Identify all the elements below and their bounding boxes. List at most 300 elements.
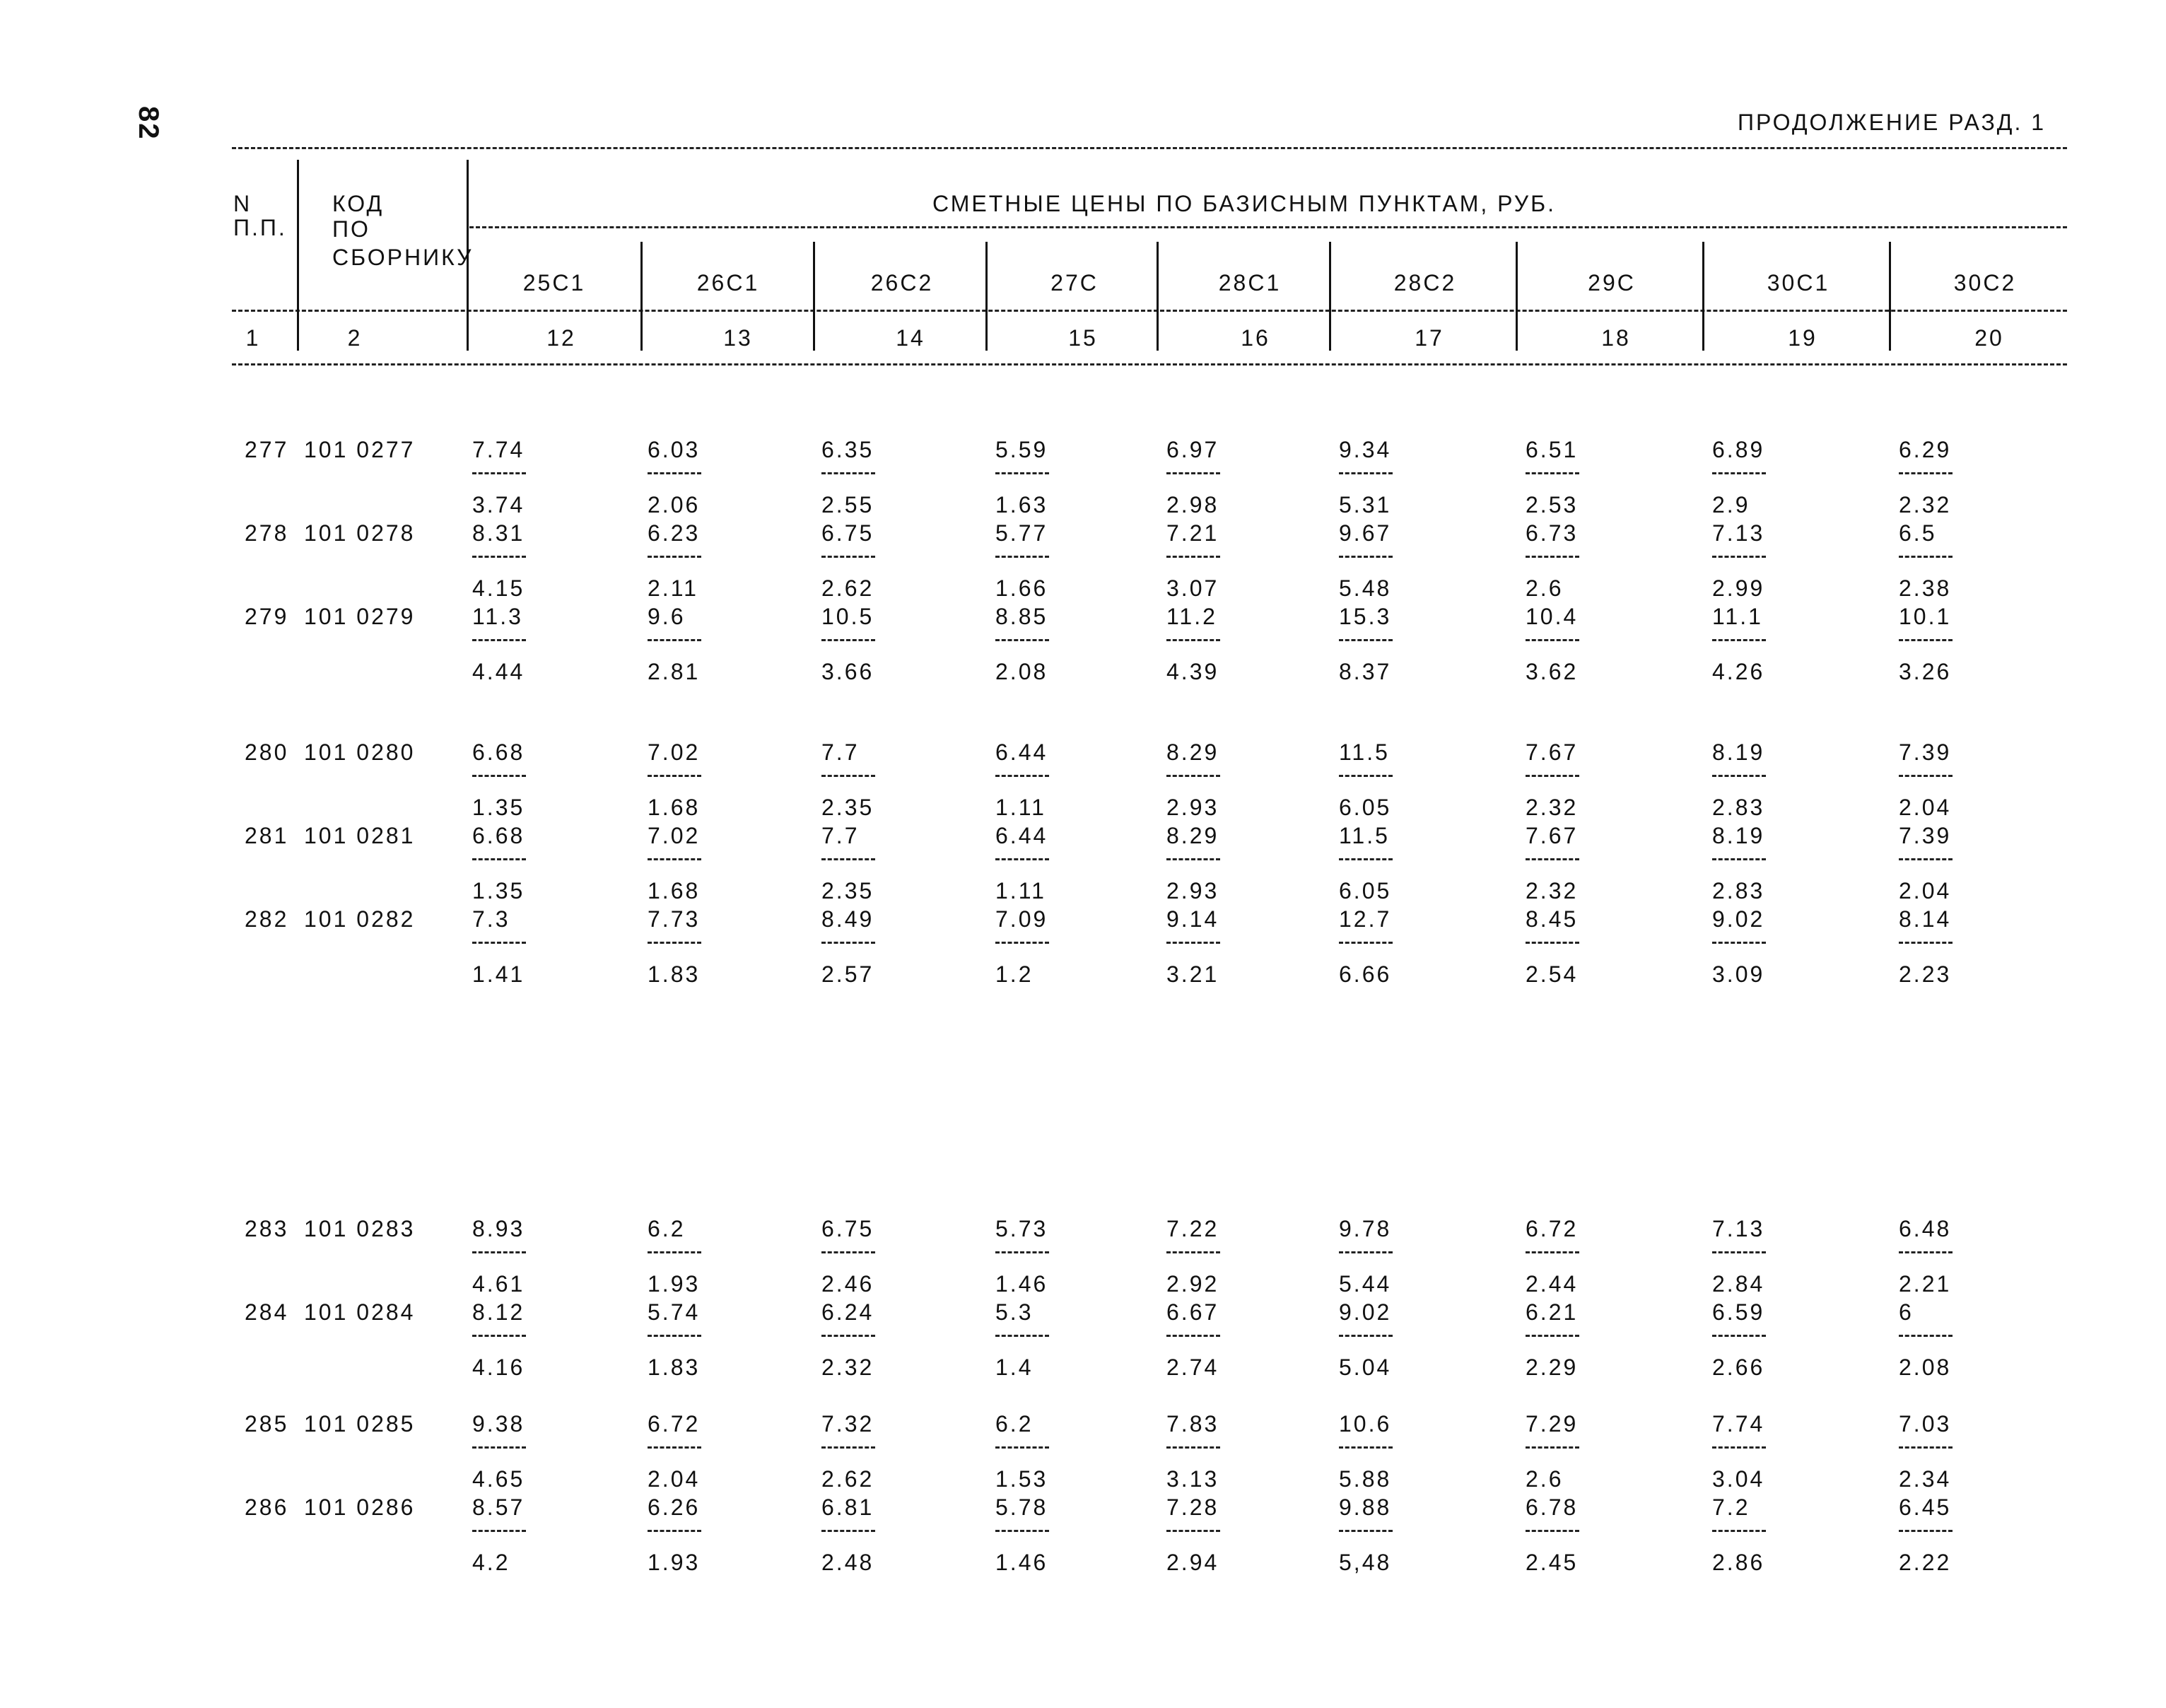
price-bottom-value: 2.34 xyxy=(1899,1466,1952,1492)
price-bottom-value: 4.15 xyxy=(472,575,525,601)
price-top-value: 6.72 xyxy=(1526,1216,1579,1241)
price-bottom-value: 4.16 xyxy=(472,1355,525,1380)
price-top-value: 6.2 xyxy=(995,1411,1034,1437)
group-title-rule xyxy=(469,226,2067,228)
price-top-value: 7.67 xyxy=(1526,739,1579,765)
row-number: 284 xyxy=(245,1299,289,1325)
fraction-dash xyxy=(472,858,526,860)
column-number-18: 18 xyxy=(1601,325,1631,351)
price-bottom-value: 2.44 xyxy=(1526,1271,1579,1297)
fraction-dash xyxy=(1712,1446,1766,1449)
fraction-dash xyxy=(1339,858,1393,860)
page-number: 82 xyxy=(133,106,164,141)
price-bottom-value: 1.11 xyxy=(995,878,1046,903)
fraction-dash xyxy=(1166,858,1220,860)
fraction-dash xyxy=(648,775,701,777)
row-code: 101 0283 xyxy=(304,1216,416,1241)
fraction-dash xyxy=(821,858,875,860)
price-bottom-value: 2.83 xyxy=(1712,795,1765,820)
fraction-dash xyxy=(995,556,1049,558)
price-top-value: 9.02 xyxy=(1712,906,1765,932)
price-top-value: 6.68 xyxy=(472,739,525,765)
price-top-value: 7.21 xyxy=(1166,520,1219,546)
price-top-value: 6.75 xyxy=(821,520,874,546)
price-bottom-value: 1.93 xyxy=(648,1271,701,1297)
fraction-dash xyxy=(1339,1335,1393,1337)
fraction-dash xyxy=(648,639,701,641)
price-top-value: 7.67 xyxy=(1526,823,1579,848)
fraction-dash xyxy=(995,858,1049,860)
fraction-dash xyxy=(1339,775,1393,777)
fraction-dash xyxy=(648,556,701,558)
fraction-dash xyxy=(472,556,526,558)
point-header-6: 29С xyxy=(1588,270,1636,296)
header-bottom-rule xyxy=(232,363,2067,365)
column-number-2: 2 xyxy=(347,325,363,351)
fraction-dash xyxy=(1526,1446,1579,1449)
fraction-dash xyxy=(1339,942,1393,944)
header-group-title: СМЕТНЫЕ ЦЕНЫ ПО БАЗИСНЫМ ПУНКТАМ, РУБ. xyxy=(932,191,1556,216)
price-top-value: 11.5 xyxy=(1339,823,1390,848)
price-bottom-value: 4.44 xyxy=(472,659,525,684)
price-bottom-value: 2.54 xyxy=(1526,961,1579,987)
fraction-dash xyxy=(472,1530,526,1532)
price-bottom-value: 2.55 xyxy=(821,492,874,517)
price-bottom-value: 1.35 xyxy=(472,795,525,820)
price-top-value: 5.78 xyxy=(995,1494,1048,1520)
separator-col-13 xyxy=(640,242,643,351)
row-number: 278 xyxy=(245,520,289,546)
price-top-value: 6.44 xyxy=(995,823,1048,848)
price-bottom-value: 3.07 xyxy=(1166,575,1219,601)
price-bottom-value: 2.32 xyxy=(1899,492,1952,517)
price-top-value: 12.7 xyxy=(1339,906,1392,932)
point-header-3: 27С xyxy=(1050,270,1099,296)
continuation-label: ПРОДОЛЖЕНИЕ РАЗД. 1 xyxy=(1738,110,2047,135)
price-top-value: 7.22 xyxy=(1166,1216,1219,1241)
price-top-value: 7.7 xyxy=(821,823,860,848)
fraction-dash xyxy=(1712,639,1766,641)
price-top-value: 8.45 xyxy=(1526,906,1579,932)
price-top-value: 8.19 xyxy=(1712,739,1765,765)
price-top-value: 7.29 xyxy=(1526,1411,1579,1437)
price-top-value: 8.93 xyxy=(472,1216,525,1241)
price-top-value: 10.5 xyxy=(821,604,874,629)
price-bottom-value: 2.53 xyxy=(1526,492,1579,517)
price-bottom-value: 2.74 xyxy=(1166,1355,1219,1380)
fraction-dash xyxy=(1712,556,1766,558)
price-bottom-value: 5.88 xyxy=(1339,1466,1392,1492)
fraction-dash xyxy=(1526,1530,1579,1532)
fraction-dash xyxy=(995,1335,1049,1337)
price-bottom-value: 2.86 xyxy=(1712,1550,1765,1575)
header-n: N xyxy=(233,191,252,216)
fraction-dash xyxy=(648,1251,701,1253)
fraction-dash xyxy=(821,1446,875,1449)
fraction-dash xyxy=(648,1530,701,1532)
fraction-dash xyxy=(472,1335,526,1337)
fraction-dash xyxy=(821,1530,875,1532)
price-bottom-value: 2.62 xyxy=(821,575,874,601)
price-bottom-value: 1.35 xyxy=(472,878,525,903)
price-top-value: 6.21 xyxy=(1526,1299,1579,1325)
column-number-1: 1 xyxy=(245,325,261,351)
column-number-20: 20 xyxy=(1974,325,2004,351)
price-bottom-value: 5,48 xyxy=(1339,1550,1392,1575)
price-bottom-value: 3.74 xyxy=(472,492,525,517)
price-bottom-value: 5.44 xyxy=(1339,1271,1392,1297)
fraction-dash xyxy=(472,775,526,777)
fraction-dash xyxy=(472,639,526,641)
price-bottom-value: 1.46 xyxy=(995,1550,1048,1575)
price-top-value: 7.3 xyxy=(472,906,510,932)
price-top-value: 7.39 xyxy=(1899,739,1952,765)
row-number: 282 xyxy=(245,906,289,932)
price-top-value: 9.67 xyxy=(1339,520,1392,546)
fraction-dash xyxy=(1166,1335,1220,1337)
price-bottom-value: 2.08 xyxy=(995,659,1048,684)
price-bottom-value: 1.41 xyxy=(472,961,525,987)
price-bottom-value: 1.93 xyxy=(648,1550,701,1575)
column-number-15: 15 xyxy=(1068,325,1098,351)
separator-n-code xyxy=(297,160,299,351)
fraction-dash xyxy=(472,1251,526,1253)
fraction-dash xyxy=(1526,639,1579,641)
fraction-dash xyxy=(1166,1446,1220,1449)
price-bottom-value: 1.66 xyxy=(995,575,1048,601)
price-bottom-value: 2.66 xyxy=(1712,1355,1765,1380)
price-bottom-value: 4.65 xyxy=(472,1466,525,1492)
separator-col-16 xyxy=(1157,242,1159,351)
separator-col-14 xyxy=(813,242,815,351)
fraction-dash xyxy=(1166,472,1220,474)
fraction-dash xyxy=(1899,639,1953,641)
price-top-value: 7.39 xyxy=(1899,823,1952,848)
price-bottom-value: 5.04 xyxy=(1339,1355,1392,1380)
price-bottom-value: 2.11 xyxy=(648,575,698,601)
fraction-dash xyxy=(1339,556,1393,558)
fraction-dash xyxy=(1166,556,1220,558)
price-top-value: 7.02 xyxy=(648,739,701,765)
fraction-dash xyxy=(1339,1446,1393,1449)
row-code: 101 0281 xyxy=(304,823,416,848)
price-top-value: 7.13 xyxy=(1712,520,1765,546)
price-top-value: 6.26 xyxy=(648,1494,701,1520)
fraction-dash xyxy=(1166,1530,1220,1532)
fraction-dash xyxy=(821,639,875,641)
price-top-value: 8.14 xyxy=(1899,906,1952,932)
separator-col-20 xyxy=(1889,242,1891,351)
fraction-dash xyxy=(821,942,875,944)
header-code-line1: КОД xyxy=(332,191,385,216)
price-top-value: 11.2 xyxy=(1166,604,1217,629)
point-header-8: 30С2 xyxy=(1953,270,2017,296)
price-bottom-value: 2.32 xyxy=(1526,795,1579,820)
fraction-dash xyxy=(821,556,875,558)
price-bottom-value: 2.06 xyxy=(648,492,701,517)
price-top-value: 6.5 xyxy=(1899,520,1937,546)
price-bottom-value: 2.32 xyxy=(821,1355,874,1380)
fraction-dash xyxy=(472,472,526,474)
fraction-dash xyxy=(1526,556,1579,558)
price-top-value: 9.34 xyxy=(1339,437,1392,462)
fraction-dash xyxy=(1339,1530,1393,1532)
fraction-dash xyxy=(1166,942,1220,944)
price-top-value: 6.97 xyxy=(1166,437,1219,462)
price-top-value: 9.78 xyxy=(1339,1216,1392,1241)
price-bottom-value: 2.6 xyxy=(1526,1466,1564,1492)
price-bottom-value: 2.23 xyxy=(1899,961,1952,987)
fraction-dash xyxy=(1712,472,1766,474)
price-top-value: 7.02 xyxy=(648,823,701,848)
price-bottom-value: 2.84 xyxy=(1712,1271,1765,1297)
row-number: 277 xyxy=(245,437,289,462)
price-top-value: 9.02 xyxy=(1339,1299,1392,1325)
row-number: 286 xyxy=(245,1494,289,1520)
price-top-value: 6.59 xyxy=(1712,1299,1765,1325)
price-top-value: 8.49 xyxy=(821,906,874,932)
fraction-dash xyxy=(1899,1335,1953,1337)
row-number: 285 xyxy=(245,1411,289,1437)
price-top-value: 6.51 xyxy=(1526,437,1579,462)
price-bottom-value: 1.46 xyxy=(995,1271,1048,1297)
price-bottom-value: 1.68 xyxy=(648,795,701,820)
price-top-value: 5.74 xyxy=(648,1299,701,1325)
fraction-dash xyxy=(648,1446,701,1449)
fraction-dash xyxy=(995,1251,1049,1253)
row-code: 101 0284 xyxy=(304,1299,416,1325)
price-bottom-value: 2.81 xyxy=(648,659,701,684)
fraction-dash xyxy=(1899,1251,1953,1253)
fraction-dash xyxy=(1526,1251,1579,1253)
price-bottom-value: 5.31 xyxy=(1339,492,1392,517)
fraction-dash xyxy=(1526,1335,1579,1337)
price-bottom-value: 1.63 xyxy=(995,492,1048,517)
price-top-value: 7.28 xyxy=(1166,1494,1219,1520)
fraction-dash xyxy=(995,1530,1049,1532)
price-top-value: 7.74 xyxy=(472,437,525,462)
price-bottom-value: 8.37 xyxy=(1339,659,1392,684)
price-bottom-value: 2.21 xyxy=(1899,1271,1952,1297)
price-bottom-value: 4.26 xyxy=(1712,659,1765,684)
price-top-value: 9.38 xyxy=(472,1411,525,1437)
price-bottom-value: 2.93 xyxy=(1166,878,1219,903)
fraction-dash xyxy=(1899,775,1953,777)
row-code: 101 0286 xyxy=(304,1494,416,1520)
price-top-value: 9.88 xyxy=(1339,1494,1392,1520)
price-top-value: 5.3 xyxy=(995,1299,1034,1325)
price-top-value: 7.73 xyxy=(648,906,701,932)
price-top-value: 6.03 xyxy=(648,437,701,462)
price-bottom-value: 1.2 xyxy=(995,961,1034,987)
price-bottom-value: 2.04 xyxy=(1899,878,1952,903)
column-number-13: 13 xyxy=(723,325,753,351)
price-top-value: 8.29 xyxy=(1166,823,1219,848)
price-bottom-value: 6.05 xyxy=(1339,878,1392,903)
price-top-value: 8.31 xyxy=(472,520,525,546)
row-number: 281 xyxy=(245,823,289,848)
price-bottom-value: 1.4 xyxy=(995,1355,1034,1380)
point-header-0: 25С1 xyxy=(522,270,586,296)
price-top-value: 5.77 xyxy=(995,520,1048,546)
price-bottom-value: 3.62 xyxy=(1526,659,1579,684)
price-bottom-value: 3.09 xyxy=(1712,961,1765,987)
header-code-line3: СБОРНИКУ xyxy=(332,245,474,270)
price-bottom-value: 2.99 xyxy=(1712,575,1765,601)
fraction-dash xyxy=(995,775,1049,777)
price-bottom-value: 1.83 xyxy=(648,1355,701,1380)
row-number: 280 xyxy=(245,739,289,765)
price-bottom-value: 2.92 xyxy=(1166,1271,1219,1297)
price-top-value: 10.4 xyxy=(1526,604,1579,629)
column-number-14: 14 xyxy=(896,325,925,351)
fraction-dash xyxy=(821,1335,875,1337)
fraction-dash xyxy=(1712,1251,1766,1253)
fraction-dash xyxy=(1899,1530,1953,1532)
separator-col-18 xyxy=(1516,242,1518,351)
header-mid-rule xyxy=(232,310,2067,312)
fraction-dash xyxy=(1712,942,1766,944)
price-bottom-value: 2.35 xyxy=(821,795,874,820)
header-code-line2: ПО xyxy=(332,216,370,242)
price-top-value: 6.68 xyxy=(472,823,525,848)
price-bottom-value: 2.22 xyxy=(1899,1550,1952,1575)
price-bottom-value: 2.29 xyxy=(1526,1355,1579,1380)
price-bottom-value: 2.04 xyxy=(648,1466,701,1492)
fraction-dash xyxy=(821,1251,875,1253)
fraction-dash xyxy=(1712,1530,1766,1532)
fraction-dash xyxy=(648,942,701,944)
price-bottom-value: 3.21 xyxy=(1166,961,1219,987)
price-top-value: 6.48 xyxy=(1899,1216,1952,1241)
fraction-dash xyxy=(995,639,1049,641)
price-bottom-value: 2.94 xyxy=(1166,1550,1219,1575)
price-bottom-value: 4.2 xyxy=(472,1550,510,1575)
fraction-dash xyxy=(995,472,1049,474)
price-bottom-value: 2.83 xyxy=(1712,878,1765,903)
price-top-value: 6.35 xyxy=(821,437,874,462)
fraction-dash xyxy=(1339,1251,1393,1253)
row-code: 101 0282 xyxy=(304,906,416,932)
fraction-dash xyxy=(995,1446,1049,1449)
row-code: 101 0278 xyxy=(304,520,416,546)
fraction-dash xyxy=(1526,775,1579,777)
price-top-value: 6.2 xyxy=(648,1216,686,1241)
point-header-7: 30С1 xyxy=(1767,270,1830,296)
price-top-value: 8.29 xyxy=(1166,739,1219,765)
price-bottom-value: 5.48 xyxy=(1339,575,1392,601)
column-number-17: 17 xyxy=(1415,325,1444,351)
price-bottom-value: 2.62 xyxy=(821,1466,874,1492)
fraction-dash xyxy=(995,942,1049,944)
price-bottom-value: 2.9 xyxy=(1712,492,1750,517)
price-bottom-value: 4.39 xyxy=(1166,659,1219,684)
price-top-value: 6 xyxy=(1899,1299,1914,1325)
fraction-dash xyxy=(1712,775,1766,777)
point-header-4: 28С1 xyxy=(1218,270,1282,296)
fraction-dash xyxy=(1166,775,1220,777)
price-bottom-value: 2.48 xyxy=(821,1550,874,1575)
fraction-dash xyxy=(1899,858,1953,860)
price-top-value: 8.85 xyxy=(995,604,1048,629)
price-top-value: 6.72 xyxy=(648,1411,701,1437)
fraction-dash xyxy=(821,775,875,777)
price-top-value: 8.57 xyxy=(472,1494,525,1520)
price-bottom-value: 1.68 xyxy=(648,878,701,903)
price-bottom-value: 2.57 xyxy=(821,961,874,987)
price-bottom-value: 3.26 xyxy=(1899,659,1952,684)
price-top-value: 7.09 xyxy=(995,906,1048,932)
price-top-value: 15.3 xyxy=(1339,604,1392,629)
price-bottom-value: 2.08 xyxy=(1899,1355,1952,1380)
price-top-value: 7.74 xyxy=(1712,1411,1765,1437)
price-top-value: 5.73 xyxy=(995,1216,1048,1241)
price-top-value: 11.3 xyxy=(472,604,523,629)
price-top-value: 6.44 xyxy=(995,739,1048,765)
price-top-value: 6.89 xyxy=(1712,437,1765,462)
fraction-dash xyxy=(648,1335,701,1337)
price-bottom-value: 3.66 xyxy=(821,659,874,684)
price-top-value: 6.29 xyxy=(1899,437,1952,462)
price-top-value: 10.1 xyxy=(1899,604,1952,629)
point-header-1: 26С1 xyxy=(696,270,760,296)
fraction-dash xyxy=(1899,942,1953,944)
price-bottom-value: 1.11 xyxy=(995,795,1046,820)
fraction-dash xyxy=(472,1446,526,1449)
price-top-value: 6.67 xyxy=(1166,1299,1219,1325)
price-top-value: 6.24 xyxy=(821,1299,874,1325)
fraction-dash xyxy=(472,942,526,944)
price-top-value: 8.19 xyxy=(1712,823,1765,848)
fraction-dash xyxy=(1899,556,1953,558)
price-top-value: 10.6 xyxy=(1339,1411,1392,1437)
fraction-dash xyxy=(1526,942,1579,944)
row-code: 101 0279 xyxy=(304,604,416,629)
fraction-dash xyxy=(1712,1335,1766,1337)
fraction-dash xyxy=(1339,472,1393,474)
price-top-value: 7.2 xyxy=(1712,1494,1750,1520)
price-bottom-value: 2.04 xyxy=(1899,795,1952,820)
price-top-value: 6.78 xyxy=(1526,1494,1579,1520)
fraction-dash xyxy=(1899,472,1953,474)
price-top-value: 7.13 xyxy=(1712,1216,1765,1241)
row-code: 101 0277 xyxy=(304,437,416,462)
fraction-dash xyxy=(648,858,701,860)
header-pp: П.П. xyxy=(233,215,287,240)
price-top-value: 7.32 xyxy=(821,1411,874,1437)
fraction-dash xyxy=(1899,1446,1953,1449)
price-top-value: 9.14 xyxy=(1166,906,1219,932)
price-top-value: 7.7 xyxy=(821,739,860,765)
price-top-value: 11.1 xyxy=(1712,604,1763,629)
price-bottom-value: 2.98 xyxy=(1166,492,1219,517)
price-bottom-value: 2.6 xyxy=(1526,575,1564,601)
price-top-value: 5.59 xyxy=(995,437,1048,462)
price-top-value: 9.6 xyxy=(648,604,686,629)
price-bottom-value: 4.61 xyxy=(472,1271,525,1297)
price-bottom-value: 2.45 xyxy=(1526,1550,1579,1575)
price-bottom-value: 6.66 xyxy=(1339,961,1392,987)
column-number-16: 16 xyxy=(1241,325,1270,351)
price-top-value: 7.83 xyxy=(1166,1411,1219,1437)
separator-col-15 xyxy=(985,242,988,351)
separator-col-19 xyxy=(1702,242,1704,351)
point-header-2: 26С2 xyxy=(870,270,934,296)
price-bottom-value: 2.93 xyxy=(1166,795,1219,820)
price-top-value: 6.23 xyxy=(648,520,701,546)
fraction-dash xyxy=(648,472,701,474)
row-number: 279 xyxy=(245,604,289,629)
